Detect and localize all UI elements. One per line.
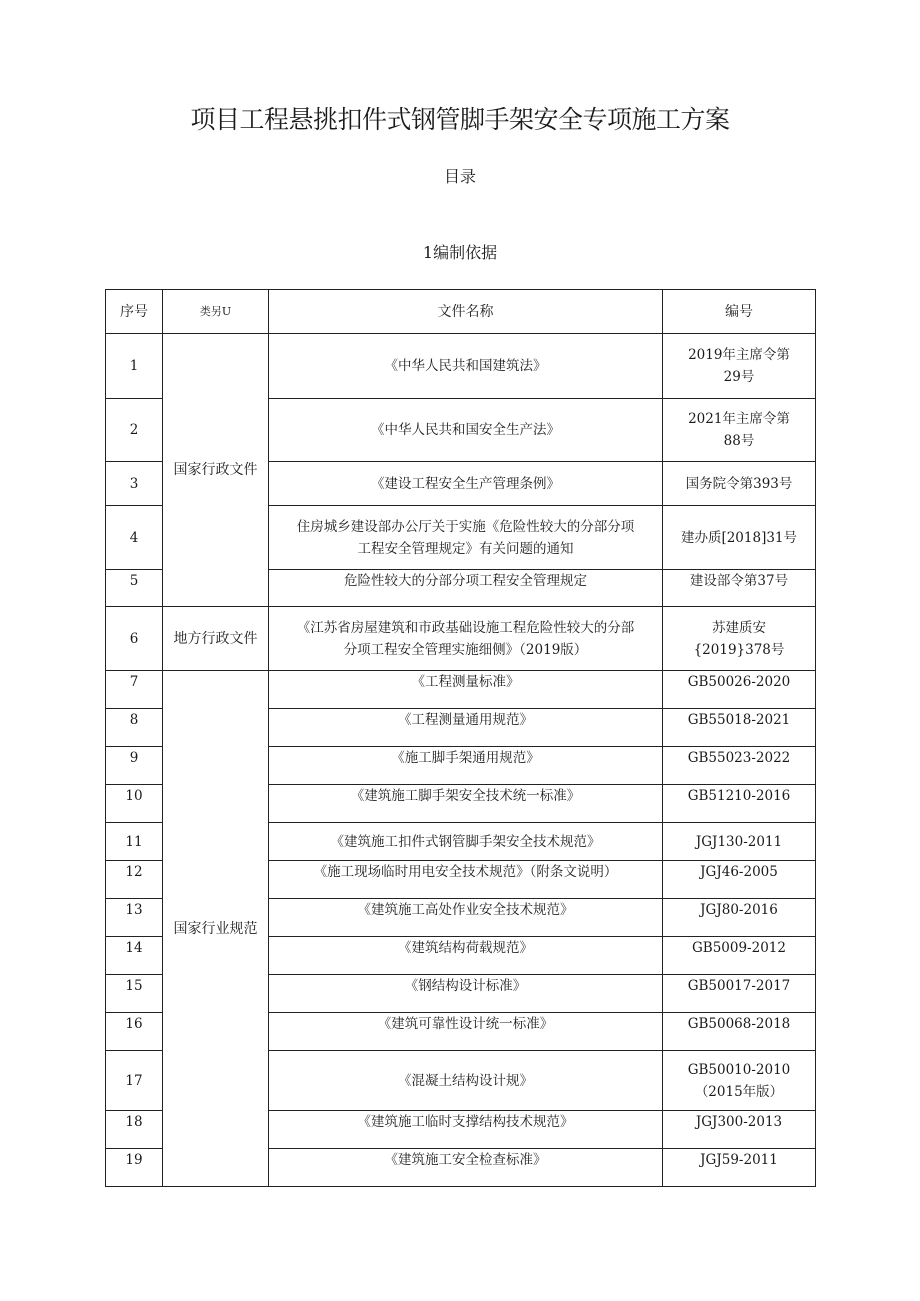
row-name: 《中华人民共和国安全生产法》 [269, 399, 663, 462]
row-code: GB50026-2020 [663, 671, 816, 709]
row-code [663, 1051, 816, 1111]
name-line: 工程安全管理规定》有关问题的通知 [357, 540, 574, 557]
row-no: 11 [106, 823, 163, 861]
row-name: 《建筑施工临时支撑结构技术规范》 [269, 1111, 663, 1149]
row-name: 《工程测量通用规范》 [269, 709, 663, 747]
row-no: 3 [106, 462, 163, 506]
row-no: 14 [106, 937, 163, 975]
category-cell: 地方行政文件 [163, 607, 269, 671]
row-code: JGJ80-2016 [663, 899, 816, 937]
row-name [269, 607, 663, 671]
table-row [106, 671, 816, 709]
table-header-row [106, 290, 816, 334]
row-no: 13 [106, 899, 163, 937]
row-code: JGJ300-2013 [663, 1111, 816, 1149]
row-code: JGJ59-2011 [663, 1149, 816, 1187]
row-code [663, 607, 816, 671]
toc-label: 目录 [443, 167, 476, 186]
row-no: 1 [106, 334, 163, 399]
row-no: 9 [106, 747, 163, 785]
row-name: 《建筑施工脚手架安全技术统一标准》 [269, 785, 663, 823]
row-name: 《钢结构设计标准》 [269, 975, 663, 1013]
code-line: 苏建质安 [712, 619, 766, 636]
row-code: JGJ46-2005 [663, 861, 816, 899]
row-code [663, 399, 816, 462]
row-name: 《混凝土结构设计规》 [269, 1051, 663, 1111]
row-code: GB51210-2016 [663, 785, 816, 823]
basis-table [105, 289, 816, 1187]
row-code: 建设部令第37号 [663, 570, 816, 607]
row-name: 《施工现场临时用电安全技术规范》（附条文说明） [269, 861, 663, 899]
code-line: 2019年主席令第 [688, 347, 790, 363]
row-name: 《工程测量标准》 [269, 671, 663, 709]
row-no: 15 [106, 975, 163, 1013]
section-heading: 1编制依据 [422, 243, 498, 262]
row-code: 建办质[2018]31号 [663, 506, 816, 570]
code-line: {2019}378号 [693, 641, 785, 658]
row-name: 《建筑施工扣件式钢管脚手架安全技术规范》 [269, 823, 663, 861]
header-category: 类另U [163, 290, 269, 334]
code-line: 29号 [723, 369, 755, 385]
code-line: （2015年版） [694, 1083, 784, 1100]
row-name: 《建筑施工安全检查标准》 [269, 1149, 663, 1187]
row-name: 《建设工程安全生产管理条例》 [269, 462, 663, 506]
row-no: 10 [106, 785, 163, 823]
name-line: 《江苏省房屋建筑和市政基础设施工程危险性较大的分部 [296, 619, 635, 636]
row-no: 16 [106, 1013, 163, 1051]
row-no: 6 [106, 607, 163, 671]
row-no: 5 [106, 570, 163, 607]
row-code: JGJ130-2011 [663, 823, 816, 861]
header-no: 序号 [106, 290, 163, 334]
row-no: 7 [106, 671, 163, 709]
row-no: 19 [106, 1149, 163, 1187]
row-name: 《中华人民共和国建筑法》 [269, 334, 663, 399]
row-name: 《施工脚手架通用规范》 [269, 747, 663, 785]
row-code: 国务院令第393号 [663, 462, 816, 506]
table-row [106, 334, 816, 399]
row-no: 4 [106, 506, 163, 570]
row-no: 18 [106, 1111, 163, 1149]
code-line: 88号 [723, 433, 755, 449]
row-name: 《建筑施工高处作业安全技术规范》 [269, 899, 663, 937]
name-line: 分项工程安全管理实施细侧》（2019版） [343, 641, 588, 658]
header-code: 编号 [663, 290, 816, 334]
table-row [106, 607, 816, 671]
row-code: GB50068-2018 [663, 1013, 816, 1051]
code-line: 2021年主席令第 [688, 411, 790, 427]
document-title: 项目工程悬挑扣件式钢管脚手架安全专项施工方案 [190, 105, 730, 134]
row-code [663, 334, 816, 399]
row-no: 2 [106, 399, 163, 462]
row-name: 《建筑结构荷载规范》 [269, 937, 663, 975]
row-no: 8 [106, 709, 163, 747]
row-name: 危险性较大的分部分项工程安全管理规定 [269, 570, 663, 607]
row-code: GB50017-2017 [663, 975, 816, 1013]
category-cell: 国家行政文件 [163, 334, 269, 607]
category-cell: 国家行业规范 [163, 671, 269, 1187]
row-code: GB55023-2022 [663, 747, 816, 785]
code-line: GB50010-2010 [687, 1061, 791, 1078]
row-name [269, 506, 663, 570]
row-no: 17 [106, 1051, 163, 1111]
name-line: 住房城乡建设部办公厅关于实施《危险性较大的分部分项 [296, 518, 635, 535]
row-code: GB5009-2012 [663, 937, 816, 975]
header-name: 文件名称 [269, 290, 663, 334]
row-name: 《建筑可靠性设计统一标准》 [269, 1013, 663, 1051]
row-code: GB55018-2021 [663, 709, 816, 747]
row-no: 12 [106, 861, 163, 899]
